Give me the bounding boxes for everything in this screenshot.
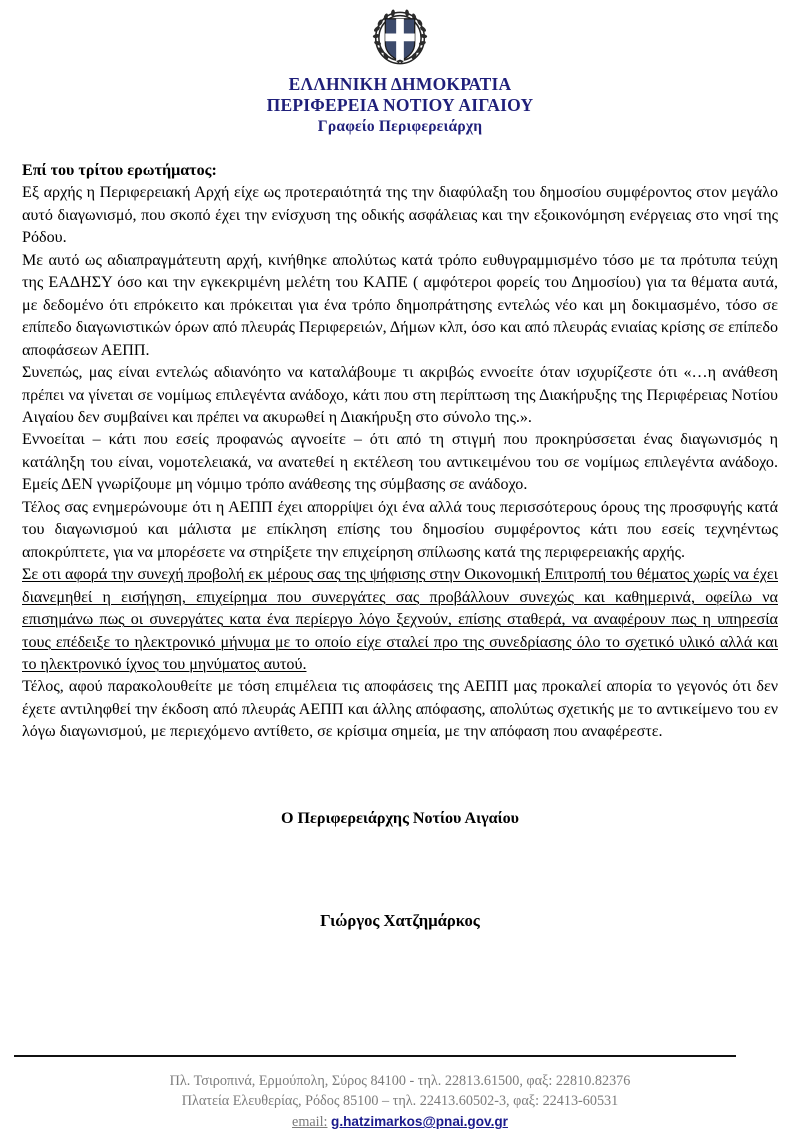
signatory-title: Ο Περιφερειάρχης Νοτίου Αιγαίου [280,810,520,827]
footer-email-row [0,1112,800,1133]
body-paragraph-4: Εννοείται – κάτι που εσείς προφανώς αγνοείτε – ότι από τη στιγμή που προκηρύσσεται ένας διαγωνισμός η κατάληξη του είναι, νομοτελειακά, να ανατεθεί η εκτέλεση του αντικειμένου του σε νομίμως επιλεγέντα ανάδοχο. Εμείς ΔΕΝ γνωρίζουμε μη νόμιμο τρόπο ανάθεσης της σύμβασης σε ανάδοχο. [22,431,778,494]
letterhead [0,0,800,137]
organization-titles [0,74,800,137]
body-paragraph-closing: Τέλος, αφού παρακολουθείτε με τόση επιμέλεια τις αποφάσεις της ΑΕΠΠ μας προκαλεί απορία το γεγονός ότι δεν έχετε αντιληφθεί την έκδοση από πλευράς ΑΕΠΠ και άλλης απόφασης, απολύτως σχετικής με το αντικείμενο του εν λόγω διαγωνισμού, με περιεχόμενο αντίθετο, σε κρίσιμα σημεία, με την απόφαση που αναφέρεστε. [22,678,778,741]
body-paragraph-2: Με αυτό ως αδιαπραγμάτευτη αρχή, κινήθηκε απολύτως κατά τρόπο ευθυγραμμισμένο τόσο με τα πρότυπα τεύχη της ΕΑΔΗΣΥ όσο και την εγκεκριμένη μελέτη του ΚΑΠΕ ( αμφότεροι φορείς του Δημοσίου) για τα θέματα αυτά, με δεδομένο ότι επρόκειτο και πρόκειται για ένα τρόπο δημοπράτησης εντελώς νέο και μη δοκιμασμένο, τόσο σε επίπεδο διαγωνιστικών όρων από πλευράς Περιφερειών, Δήμων κλπ, όσο και από πλευράς ενιαίας κρίσης σε επίπεδο αποφάσεων ΑΕΠΠ. [22,251,778,359]
body-paragraph-5: Τέλος σας ενημερώνουμε ότι η ΑΕΠΠ έχει απορρίψει όχι ένα αλλά τους περισσότερους όρους της προσφυγής κατά του διαγωνισμού και μάλιστα με επίκληση επίσης του δημοσίου συμφέροντος κάτι που εσείς τεχνηέντως αποκρύπτετε, για να μπορέσετε να στηρίξετε την επιχείρηση σπίλωσης κατά της περιφερειακής αρχής. [22,498,778,561]
body-paragraph-1: Εξ αρχής η Περιφερειακή Αρχή είχε ως προτεραιότητά της την διαφύλαξη του δημοσίου συμφέροντος στον μεγάλο αυτό διαγωνισμό, που σκοπό έχει την ενίσχυση της οδικής ασφάλειας και την εξοικονόμηση ενέργειας στο νησί της Ρόδου. [22,184,778,247]
body-paragraph-underlined: Σε οτι αφορά την συνεχή προβολή εκ μέρους σας της ψήφισης στην Οικονομική Επιτροπή του θέματος χωρίς να έχει διανεμηθεί η εισήγηση, επιχείρημα που συνεργάτες σας προβάλλουν συνεχώς και καθημερινά, οφείλω να επισημάνω πως οι συνεργάτες κατα ένα περίεργο λόγο ξεχνούν, επίσης σταθερά, να αναφέρουν πως η υπηρεσία τους επέδειξε το ηλεκτρονικό μήνυμα με το οποίο είχε σταλεί προ της συνεδρίασης όλο το σχετικό υλικό αλλά και το ηλεκτρονικό ίχνος του μηνύματος αυτού. [22,566,779,673]
org-title-republic: ΕΛΛΗΝΙΚΗ ΔΗΜΟΚΡΑΤΙΑ [288,74,512,94]
greek-coat-of-arms-icon [367,6,433,70]
org-title-region: ΠΕΡΙΦΕΡΕΙΑ ΝΟΤΙΟΥ ΑΙΓΑΙΟΥ [266,95,534,115]
letter-body [22,160,778,744]
signatory-name: Γιώργος Χατζημάρκος [320,911,480,930]
footer-email-label: email: [292,1114,328,1130]
signature-block [0,808,800,932]
footer-address-rhodes: Πλατεία Ελευθερίας, Ρόδος 85100 – τηλ. 22413.60502-3, φαξ: 22413-60531 [181,1092,619,1109]
footer-divider [14,1055,736,1057]
footer-email-link[interactable]: g.hatzimarkos@pnai.gov.gr [331,1114,508,1129]
footer [0,1072,800,1133]
body-paragraph-3: Συνεπώς, μας είναι εντελώς αδιανόητο να καταλάβουμε τι ακριβώς εννοείτε όταν ισχυρίζεστε ότι «…η ανάθεση πρέπει να γίνεται σε νομίμως επιλεγέντα ανάδοχο, κάτι που στη περίπτωση της Διακήρυξης της Περιφέρειας Νοτίου Αιγαίου δεν συμβαίνει και πρέπει να ακυρωθεί η Διακήρυξη στο σύνολο της.». [22,364,778,426]
body-heading: Επί του τρίτου ερωτήματος: [22,162,217,179]
org-title-office: Γραφείο Περιφερειάρχη [317,118,483,135]
footer-address-syros: Πλ. Τσιροπινά, Ερμούπολη, Σύρος 84100 - τηλ. 22813.61500, φαξ: 22810.82376 [169,1073,631,1089]
